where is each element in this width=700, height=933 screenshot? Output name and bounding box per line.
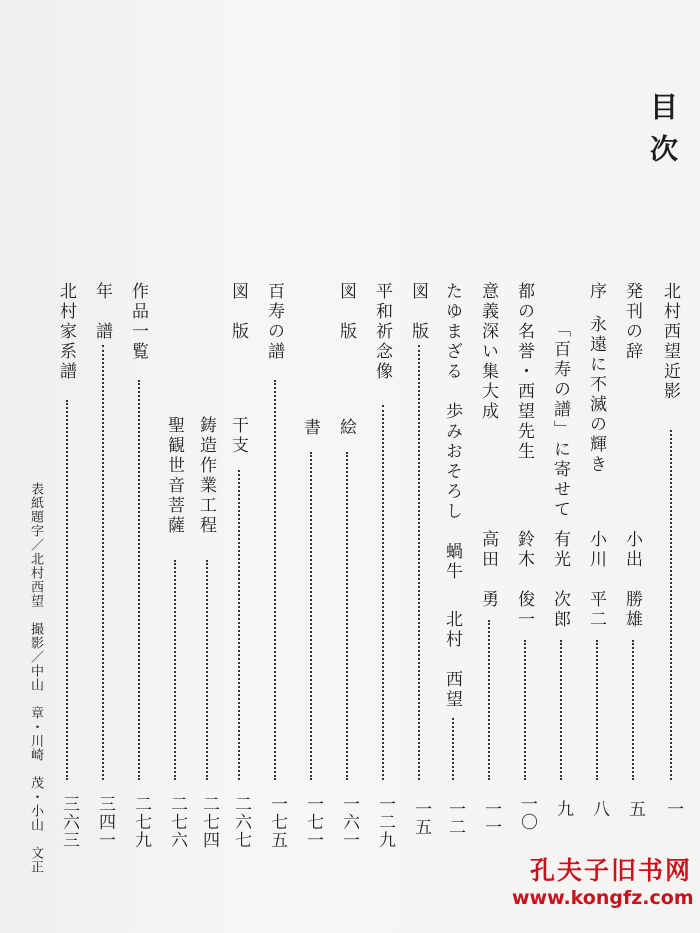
page-number: 一一	[481, 800, 501, 836]
leader-dots	[203, 560, 208, 780]
entry-subtitle: 干支	[228, 416, 248, 456]
watermark-main: 孔夫子旧书网	[529, 856, 692, 885]
cover-credit: 表紙題字／北村西望 撮影／中山 章・川崎 茂・小山 文正	[28, 482, 43, 874]
toc-entry-10: 図 版	[336, 282, 356, 342]
entry-title: 発刊の辞	[622, 282, 642, 362]
page-title: 目次	[646, 92, 679, 176]
toc-entry-8: 図 版	[408, 282, 428, 342]
entry-subtitle: 「百寿の譜」に寄せて	[550, 320, 570, 520]
toc-entry-16: 作品一覧	[128, 282, 148, 362]
page-number: 三四一	[95, 795, 115, 849]
page-number: 一五	[411, 800, 431, 836]
page-number: 一〇	[517, 795, 537, 831]
toc-entry-18: 北村家系譜	[56, 282, 76, 382]
entry-subtitle: 書	[300, 418, 320, 438]
leader-dots	[667, 430, 672, 780]
entry-author: 北村 西望	[442, 610, 462, 710]
page-number: 二七四	[199, 795, 219, 849]
leader-dots	[235, 470, 240, 780]
leader-dots	[593, 640, 598, 780]
page-number: 五	[625, 800, 645, 818]
leader-dots	[629, 640, 634, 780]
page-number: 一	[663, 800, 683, 818]
entry-author: 有光 次郎	[550, 530, 570, 630]
page-number: 九	[553, 800, 573, 818]
entry-author: 高田 勇	[478, 530, 498, 610]
leader-dots	[379, 405, 384, 780]
page-number: 一二九	[375, 795, 395, 849]
page-number: 二七六	[167, 795, 187, 849]
page-number: 一二	[445, 800, 465, 836]
leader-dots	[415, 345, 420, 780]
entry-subtitle: 永遠に不滅の輝き	[586, 315, 606, 475]
entry-subtitle: 鋳造作業工程	[196, 416, 216, 536]
page-number: 八	[589, 800, 609, 818]
page-number: 三六三	[59, 795, 79, 849]
toc-entry-13: 図 版	[228, 282, 248, 342]
toc-entry-1	[658, 282, 682, 402]
leader-dots	[135, 380, 140, 780]
entry-author: 鈴木 俊一	[514, 530, 534, 630]
toc-entry-17: 年 譜	[92, 282, 112, 342]
page-number: 一七一	[303, 795, 323, 849]
entry-subtitle: 意義深い集大成	[478, 282, 498, 422]
watermark	[512, 851, 692, 909]
leader-dots	[63, 400, 68, 780]
page-number: 一七五	[267, 795, 287, 849]
toc-entry-12: 百寿の譜	[264, 282, 284, 362]
entry-author: 小川 平二	[586, 530, 606, 630]
entry-subtitle: 聖観世音菩薩	[164, 416, 184, 536]
leader-dots	[271, 380, 276, 780]
entry-subtitle: 都の名誉・西望先生	[514, 282, 534, 462]
page-number: 一六一	[339, 795, 359, 849]
toc-entry-9: 平和祈念像	[372, 282, 392, 382]
leader-dots	[343, 452, 348, 780]
leader-dots	[307, 452, 312, 780]
toc-entry-2	[620, 282, 644, 362]
leader-dots	[557, 640, 562, 780]
entry-title: 序	[586, 282, 606, 302]
leader-dots	[449, 718, 454, 780]
entry-author: 小出 勝雄	[622, 530, 642, 630]
entry-subtitle: たゆまざる 歩みおそろし 蝸牛	[442, 282, 462, 582]
leader-dots	[485, 620, 490, 780]
watermark-url: www.kongfz.com	[512, 887, 694, 909]
entry-subtitle: 絵	[336, 418, 356, 438]
leader-dots	[521, 640, 526, 780]
leader-dots	[171, 560, 176, 780]
entry-title: 北村西望近影	[660, 282, 680, 402]
page-number: 二七九	[131, 795, 151, 849]
leader-dots	[99, 345, 104, 780]
toc-entry-3	[584, 282, 608, 302]
page-number: 二六七	[231, 795, 251, 849]
